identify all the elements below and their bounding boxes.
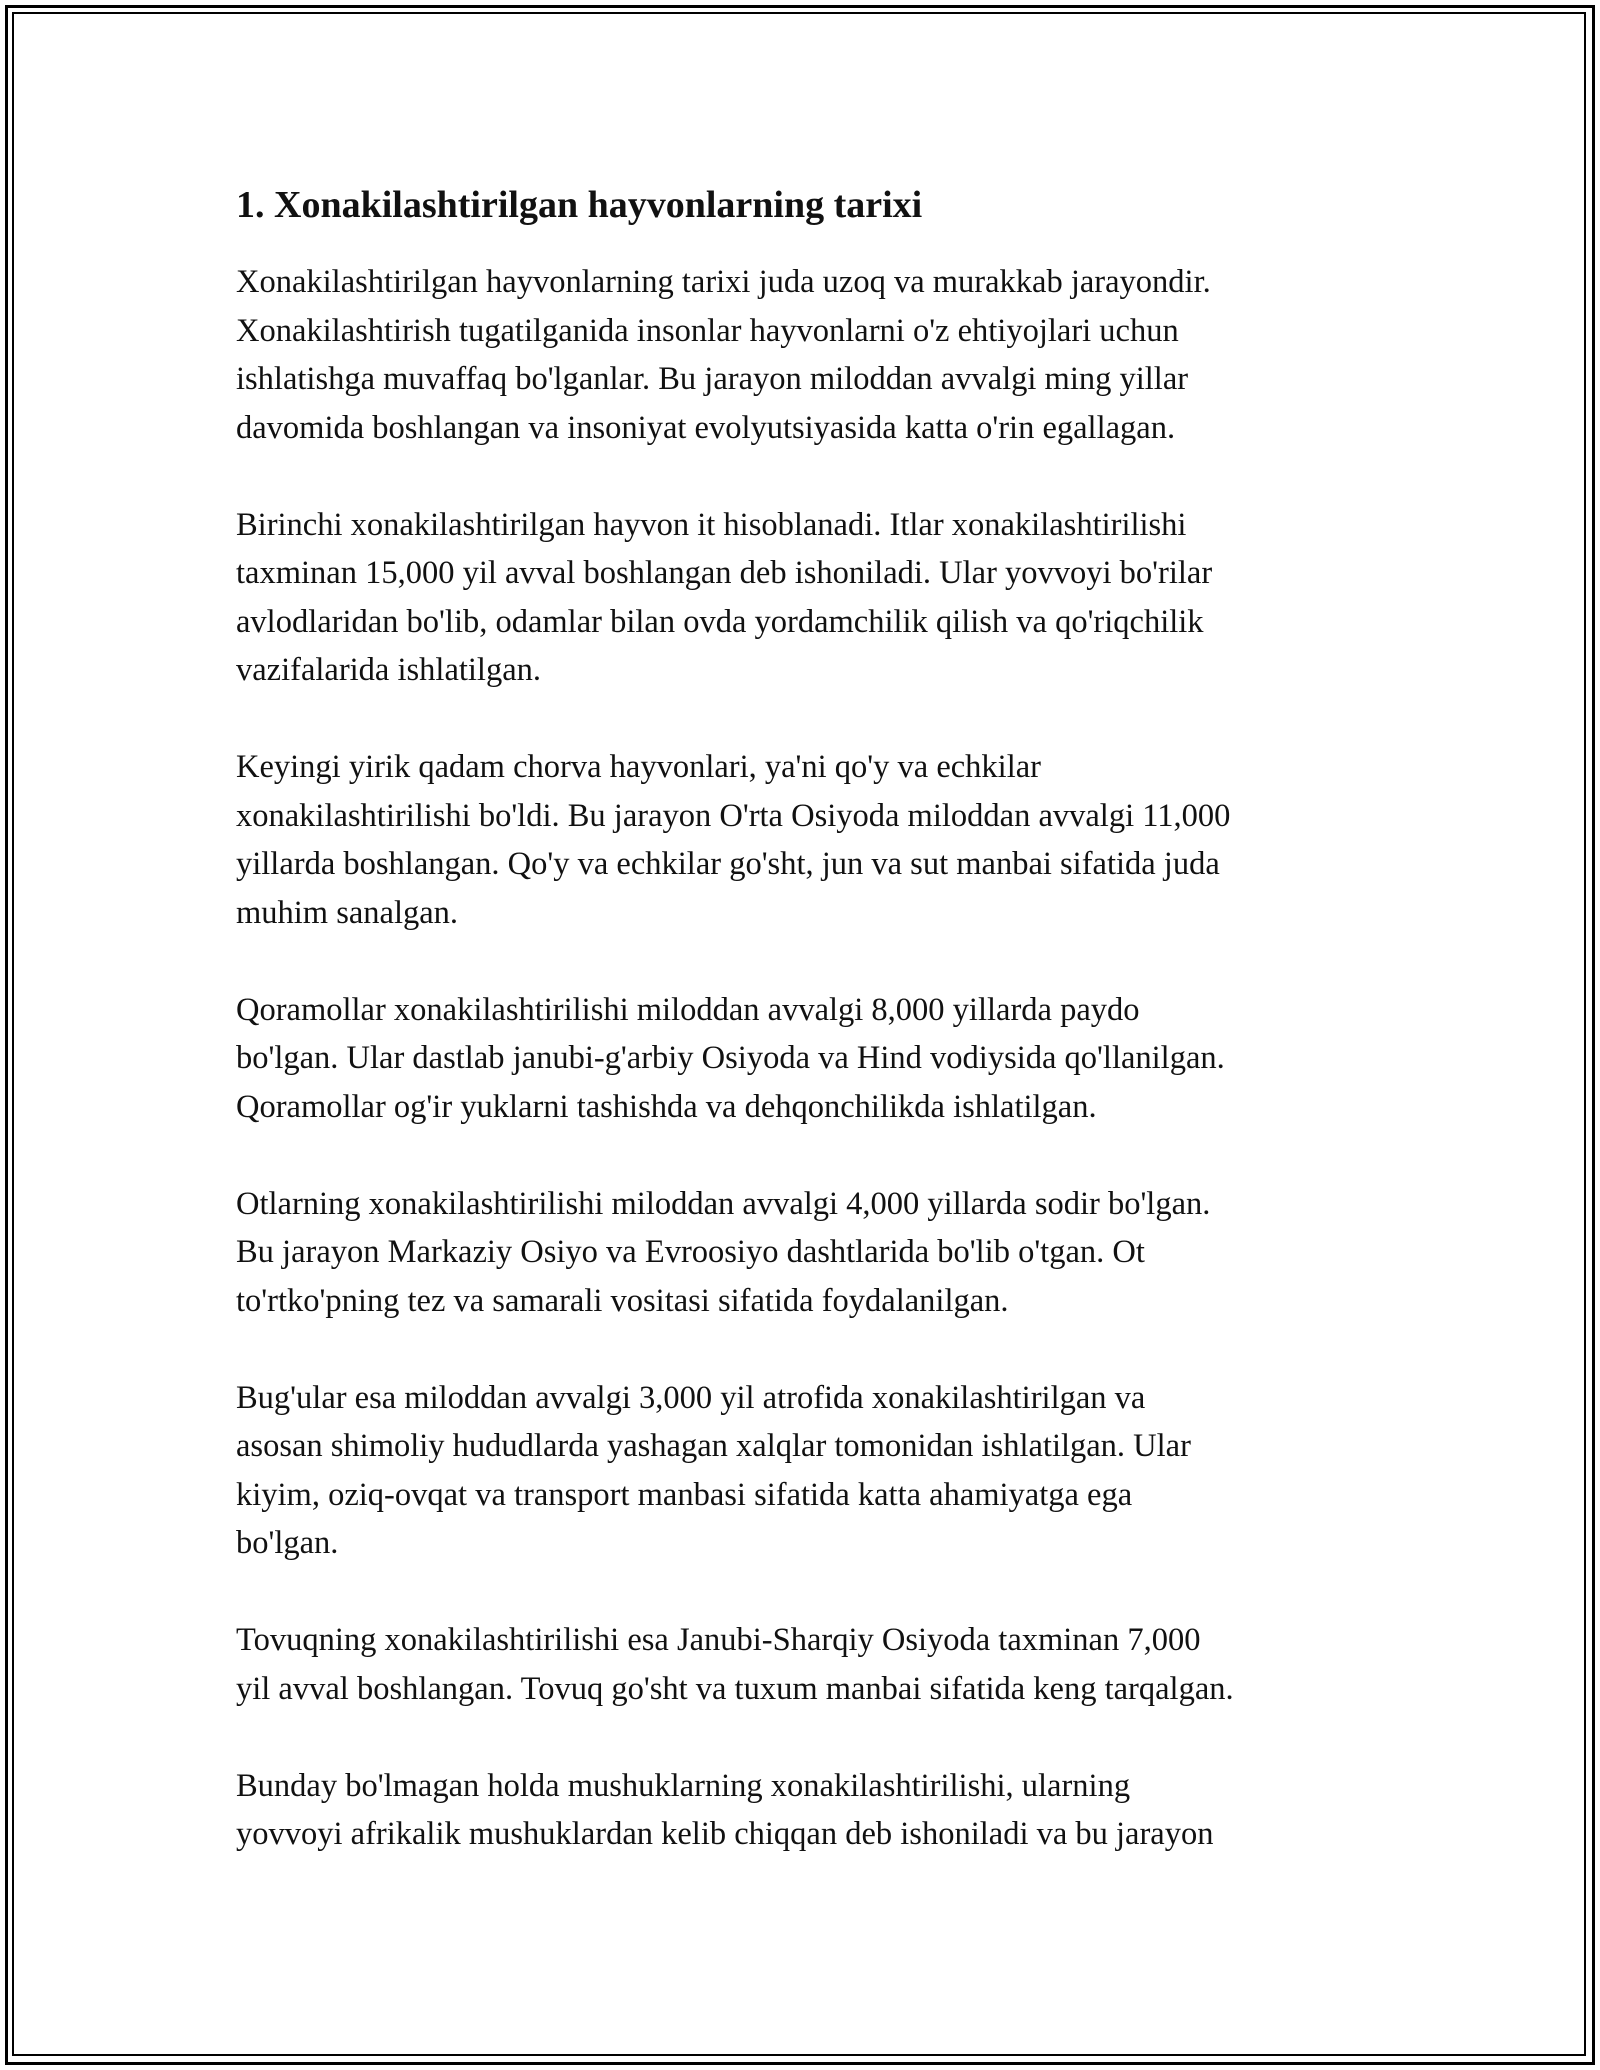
- paragraph-line: Otlarning xonakilashtirilishi miloddan avvalgi 4,000 yillarda sodir bo'lgan.: [236, 1185, 1211, 1222]
- paragraph: [236, 258, 1366, 452]
- paragraph-line: Qoramollar og'ir yuklarni tashishda va dehqonchilikda ishlatilgan.: [236, 1088, 1097, 1125]
- paragraph-line: davomida boshlangan va insoniyat evolyutsiyasida katta o'rin egallagan.: [236, 409, 1176, 446]
- paragraph: [236, 1616, 1366, 1713]
- paragraph-line: bo'lgan.: [236, 1525, 339, 1561]
- paragraph-line: Bu jarayon Markaziy Osiyo va Evroosiyo dashtlarida bo'lib o'tgan. Ot: [236, 1234, 1145, 1270]
- paragraph-line: avlodlaridan bo'lib, odamlar bilan ovda yordamchilik qilish va qo'riqchilik: [236, 603, 1204, 640]
- paragraph-line: Xonakilashtirish tugatilganida insonlar hayvonlarni o'z ehtiyojlari uchun: [236, 312, 1179, 349]
- paragraph: [236, 1180, 1366, 1326]
- paragraph: [236, 743, 1366, 937]
- paragraph-line: taxminan 15,000 yil avval boshlangan deb ishoniladi. Ular yovvoyi bo'rilar: [236, 555, 1213, 591]
- paragraph-line: Keyingi yirik qadam chorva hayvonlari, ya'ni qo'y va echkilar: [236, 749, 1041, 785]
- paragraph: [236, 1762, 1366, 1859]
- paragraph-line: muhim sanalgan.: [236, 894, 459, 931]
- paragraph-line: kiyim, oziq-ovqat va transport manbasi sifatida katta ahamiyatga ega: [236, 1476, 1133, 1513]
- paragraph-line: Bug'ular esa miloddan avvalgi 3,000 yil atrofida xonakilashtirilgan va: [236, 1379, 1146, 1416]
- paragraph-line: bo'lgan. Ular dastlab janubi-g'arbiy Osiyoda va Hind vodiysida qo'llanilgan.: [236, 1040, 1225, 1076]
- section-heading: 1. Xonakilashtirilgan hayvonlarning tarixi: [236, 184, 923, 226]
- paragraph-line: xonakilashtirilishi bo'ldi. Bu jarayon O'rta Osiyoda miloddan avvalgi 11,000: [236, 797, 1231, 834]
- paragraph-list: [236, 258, 1366, 1859]
- paragraph: [236, 501, 1366, 695]
- paragraph-line: ishlatishga muvaffaq bo'lganlar. Bu jarayon miloddan avvalgi ming yillar: [236, 361, 1189, 397]
- document-body: [236, 182, 1366, 1907]
- paragraph-line: Bunday bo'lmagan holda mushuklarning xonakilashtirilishi, ularning: [236, 1767, 1131, 1804]
- paragraph-line: vazifalarida ishlatilgan.: [236, 652, 542, 688]
- paragraph-line: Tovuqning xonakilashtirilishi esa Janubi-Sharqiy Osiyoda taxminan 7,000: [236, 1622, 1201, 1658]
- paragraph-line: Xonakilashtirilgan hayvonlarning tarixi juda uzoq va murakkab jarayondir.: [236, 264, 1211, 300]
- paragraph-line: Qoramollar xonakilashtirilishi miloddan avvalgi 8,000 yillarda paydo: [236, 991, 1140, 1028]
- paragraph-line: asosan shimoliy hududlarda yashagan xalqlar tomonidan ishlatilgan. Ular: [236, 1428, 1191, 1464]
- paragraph-line: yillarda boshlangan. Qo'y va echkilar go'sht, jun va sut manbai sifatida juda: [236, 846, 1220, 882]
- paragraph-line: yovvoyi afrikalik mushuklardan kelib chiqqan deb ishoniladi va bu jarayon: [236, 1816, 1214, 1852]
- paragraph-line: Birinchi xonakilashtirilgan hayvon it hisoblanadi. Itlar xonakilashtirilishi: [236, 506, 1187, 543]
- paragraph-line: to'rtko'pning tez va samarali vositasi sifatida foydalanilgan.: [236, 1282, 1009, 1319]
- paragraph: [236, 1374, 1366, 1568]
- paragraph-line: yil avval boshlangan. Tovuq go'sht va tuxum manbai sifatida keng tarqalgan.: [236, 1670, 1234, 1707]
- paragraph: [236, 986, 1366, 1132]
